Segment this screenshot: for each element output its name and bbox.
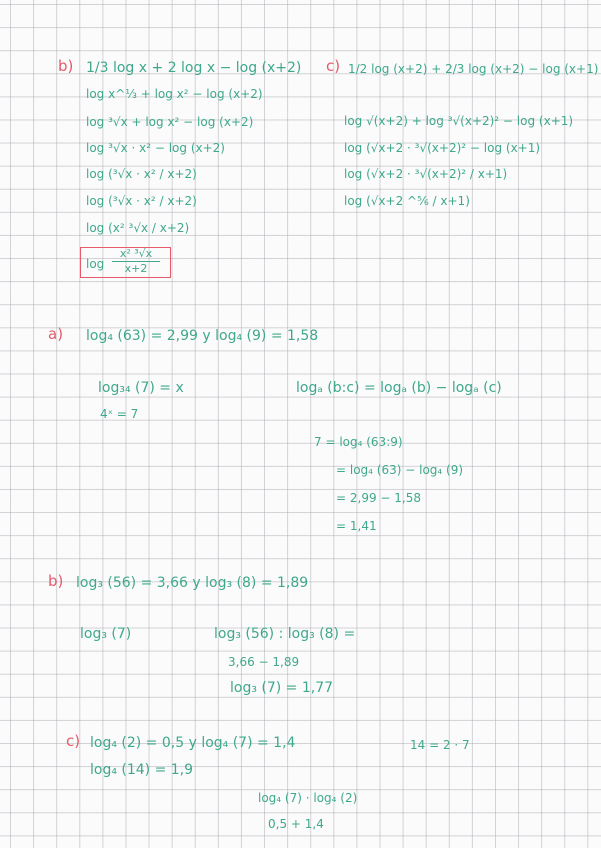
factorization-note: 14 = 2 · 7 bbox=[410, 738, 470, 752]
section-b-label: b) bbox=[58, 57, 74, 75]
step-line: 7 = log₄ (63:9) bbox=[314, 435, 403, 449]
target-log: log₄ (14) = 1,9 bbox=[90, 762, 194, 778]
target-log: log₃ (7) bbox=[80, 626, 132, 642]
boxed-numerator: x² ³√x bbox=[119, 247, 153, 260]
unknown-definition: log₃₄ (7) = x bbox=[98, 380, 184, 396]
step-line: = log₄ (63) − log₄ (9) bbox=[336, 463, 464, 477]
boxed-log: log bbox=[86, 257, 105, 271]
step-result: log₃ (7) = 1,77 bbox=[230, 680, 334, 696]
expression-line: log (³√x · x² / x+2) bbox=[86, 167, 197, 181]
expression-line: 1/3 log x + 2 log x − log (x+2) bbox=[86, 60, 302, 76]
given-values: log₃ (56) = 3,66 y log₃ (8) = 1,89 bbox=[76, 575, 309, 591]
step-line: 3,66 − 1,89 bbox=[228, 655, 300, 669]
expression-line: 1/2 log (x+2) + 2/3 log (x+2) − log (x+1) bbox=[348, 62, 599, 76]
expression-line: log ³√x + log x² − log (x+2) bbox=[86, 115, 254, 129]
boxed-denominator: x+2 bbox=[124, 262, 148, 275]
section-c-label: c) bbox=[326, 57, 341, 75]
expression-line: log (√x+2 ^⅚ / x+1) bbox=[344, 194, 470, 208]
expression-line: log (√x+2 · ³√(x+2)² − log (x+1) bbox=[344, 141, 541, 155]
given-values: log₄ (2) = 0,5 y log₄ (7) = 1,4 bbox=[90, 735, 296, 751]
expression-line: log ³√x · x² − log (x+2) bbox=[86, 141, 225, 155]
step-line: 0,5 + 1,4 bbox=[268, 817, 324, 831]
step-line: log₄ (7) · log₄ (2) bbox=[258, 791, 358, 805]
step-line: log₃ (56) : log₃ (8) = bbox=[214, 626, 356, 642]
expression-line: log (x² ³√x / x+2) bbox=[86, 221, 190, 235]
boxed-fraction bbox=[112, 248, 160, 275]
step-line: = 1,41 bbox=[336, 519, 377, 533]
expression-line: log x^⅓ + log x² − log (x+2) bbox=[86, 87, 263, 101]
given-values: log₄ (63) = 2,99 y log₄ (9) = 1,58 bbox=[86, 328, 319, 344]
expression-line: log (³√x · x² / x+2) bbox=[86, 194, 197, 208]
section-c2-label: c) bbox=[66, 732, 81, 750]
expression-line: log (√x+2 · ³√(x+2)² / x+1) bbox=[344, 167, 508, 181]
section-b2-label: b) bbox=[48, 572, 64, 590]
section-a-label: a) bbox=[48, 325, 64, 343]
step-line: = 2,99 − 1,58 bbox=[336, 491, 421, 505]
exponential-form: 4ˣ = 7 bbox=[100, 407, 139, 421]
expression-line: log √(x+2) + log ³√(x+2)² − log (x+1) bbox=[344, 114, 574, 128]
log-quotient-rule: logₐ (b:c) = logₐ (b) − logₐ (c) bbox=[296, 380, 502, 396]
